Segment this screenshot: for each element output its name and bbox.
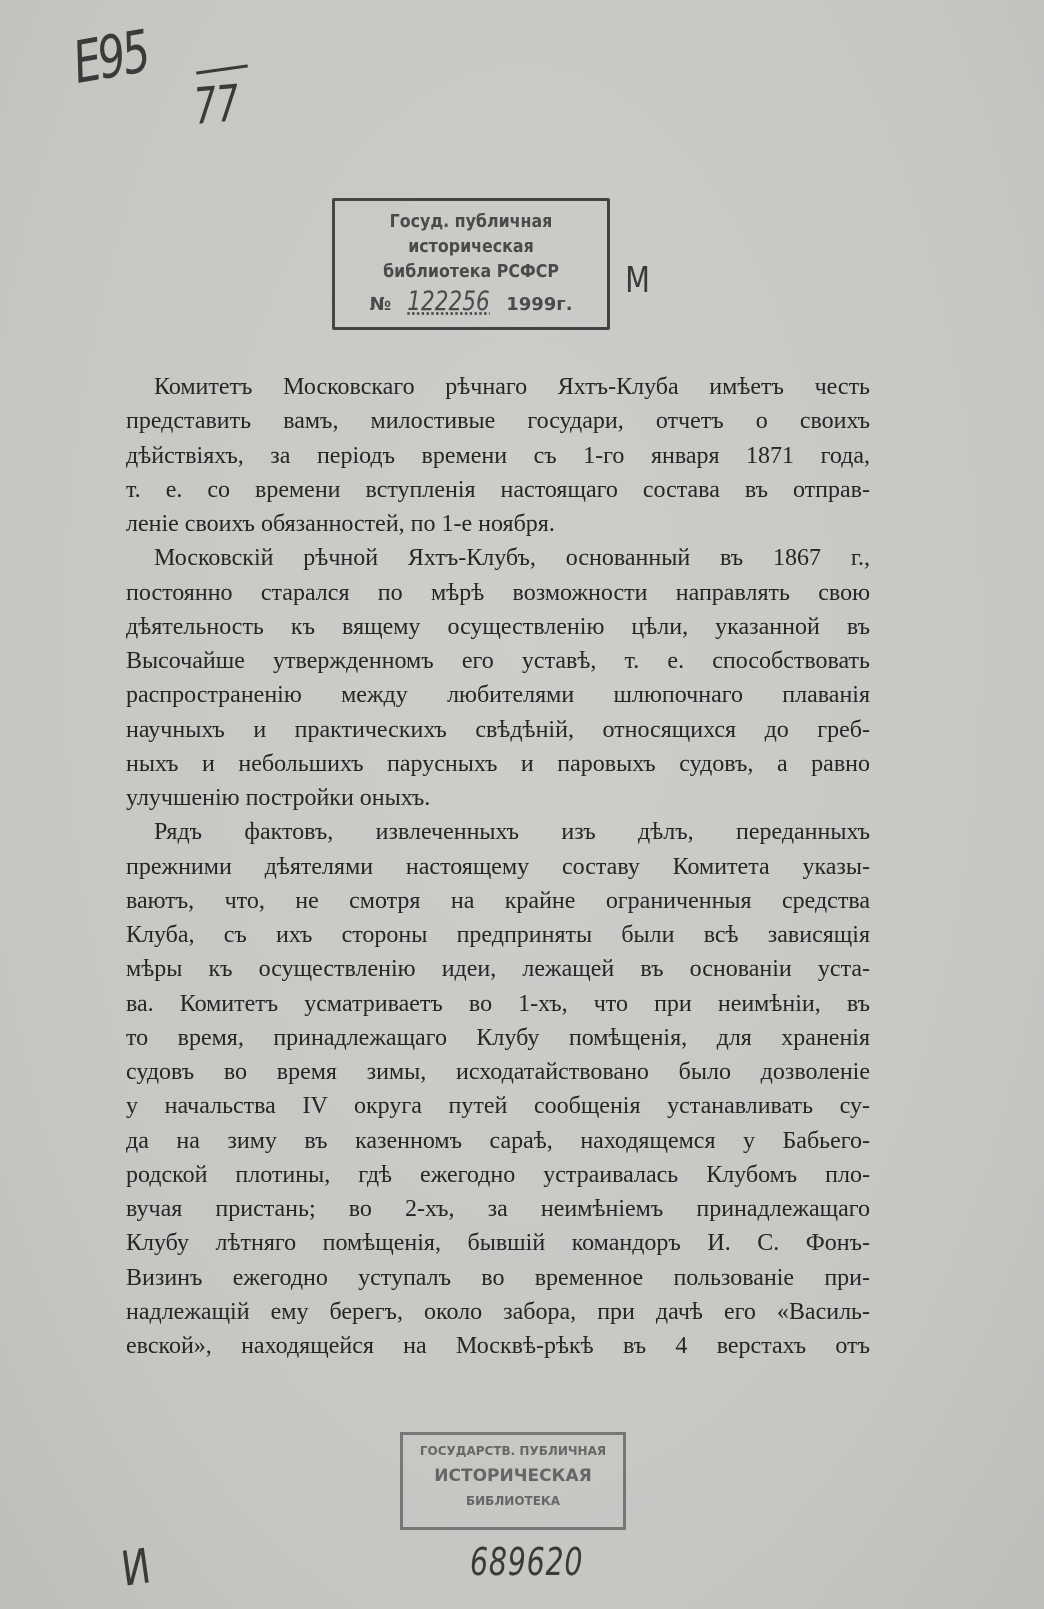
handwritten-shelf-number: 77 bbox=[192, 74, 242, 136]
text-line: дѣятельность къ вящему осуществленію цѣли, указанной въ bbox=[126, 613, 870, 640]
text-line: Высочайше утвержденномъ его уставѣ, т. е. способствовать bbox=[126, 648, 870, 674]
text-line: ва. Комитетъ усматриваетъ во 1-хъ, что при неимѣніи, въ bbox=[126, 990, 870, 1017]
text-line: то время, принадлежащаго Клубу помѣщенія, для храненія bbox=[126, 1024, 870, 1051]
paragraph bbox=[126, 815, 870, 1363]
handwritten-margin-letter: М bbox=[625, 260, 650, 301]
stamp-year: 1999г. bbox=[506, 294, 573, 315]
text-line: Московскій рѣчной Яхтъ-Клубъ, основанный въ 1867 г., bbox=[154, 545, 870, 572]
text-line: евской», находящейся на Москвѣ-рѣкѣ въ 4 верстахъ отъ bbox=[126, 1333, 870, 1359]
text-line: родской плотины, гдѣ ежегодно устраивалась Клубомъ пло- bbox=[126, 1161, 870, 1188]
handwritten-shelf-mark: Е95 bbox=[68, 17, 153, 97]
text-line: мѣры къ осуществленію идеи, лежащей въ основаніи уста- bbox=[126, 956, 870, 983]
stamp-bottom-top: ГОСУДАРСТВ. ПУБЛИЧНАЯ bbox=[419, 1444, 607, 1458]
text-line: дѣйствіяхъ, за періодъ времени съ 1-го января 1871 года, bbox=[126, 442, 870, 469]
text-line: ваютъ, что, не смотря на крайне ограниченныя средства bbox=[126, 887, 870, 914]
stamp-bottom-bottom: БИБЛИОТЕКА bbox=[465, 1494, 561, 1508]
library-stamp-top bbox=[332, 198, 610, 330]
text-line: ныхъ и небольшихъ парусныхъ и паровыхъ судовъ, а равно bbox=[126, 750, 870, 777]
text-line: Комитетъ Московскаго рѣчнаго Яхтъ-Клуба имѣетъ честь bbox=[154, 374, 870, 400]
text-line: улучшенію постройки оныхъ. bbox=[126, 785, 431, 811]
paragraph bbox=[126, 541, 870, 815]
text-line: Клубу лѣтняго помѣщенія, бывшій командоръ И. С. Фонъ- bbox=[126, 1230, 870, 1257]
text-line: научныхъ и практическихъ свѣдѣній, относящихся до греб- bbox=[126, 716, 870, 743]
text-line: да на зиму въ казенномъ сараѣ, находящемся у Бабьего- bbox=[126, 1127, 870, 1154]
text-line: надлежащій ему берегъ, около забора, при дачѣ его «Василь- bbox=[126, 1298, 870, 1325]
text-line: вучая пристань; во 2-хъ, за неимѣніемъ принадлежащаго bbox=[126, 1196, 870, 1222]
stamp-number-prefix: № bbox=[369, 294, 392, 315]
text-line: Визинъ ежегодно уступалъ во временное пользованіе при- bbox=[126, 1264, 870, 1291]
stamp-number-row bbox=[335, 286, 607, 317]
text-line: представить вамъ, милостивые государи, отчетъ о своихъ bbox=[126, 408, 870, 435]
text-line: судовъ во время зимы, исходатайствовано было дозволеніе bbox=[126, 1059, 870, 1085]
stamp-bottom-middle: ИСТОРИЧЕСКАЯ bbox=[434, 1466, 592, 1486]
handwritten-bottom-letter: И bbox=[117, 1538, 155, 1598]
stamp-accession-number: 122256 bbox=[407, 286, 490, 317]
text-line: т. е. со времени вступленія настоящаго состава въ отправ- bbox=[126, 476, 870, 503]
stamp-line: Госуд. публичная bbox=[389, 211, 553, 232]
text-line: постоянно старался по мѣрѣ возможности направлять свою bbox=[126, 579, 870, 606]
text-line: прежними дѣятелями настоящему составу Комитета указы- bbox=[126, 853, 870, 880]
shelf-mark-divider bbox=[196, 64, 248, 74]
handwritten-inventory-number: 689620 bbox=[470, 1540, 584, 1584]
text-line: распространенію между любителями шлюпочнаго плаванія bbox=[126, 682, 870, 709]
stamp-line: историческая bbox=[408, 236, 534, 257]
paragraph bbox=[126, 370, 870, 541]
text-line: у начальства IV округа путей сообщенія устанавливать су- bbox=[126, 1093, 870, 1120]
text-line: Клуба, съ ихъ стороны предприняты были всѣ зависящія bbox=[126, 922, 870, 948]
library-stamp-bottom bbox=[400, 1432, 626, 1530]
stamp-line: библиотека РСФСР bbox=[383, 261, 559, 282]
body-text bbox=[126, 370, 870, 1363]
text-line: Рядъ фактовъ, извлеченныхъ изъ дѣлъ, переданныхъ bbox=[154, 819, 870, 846]
text-line: леніе своихъ обязанностей, по 1-е ноября. bbox=[126, 511, 555, 537]
